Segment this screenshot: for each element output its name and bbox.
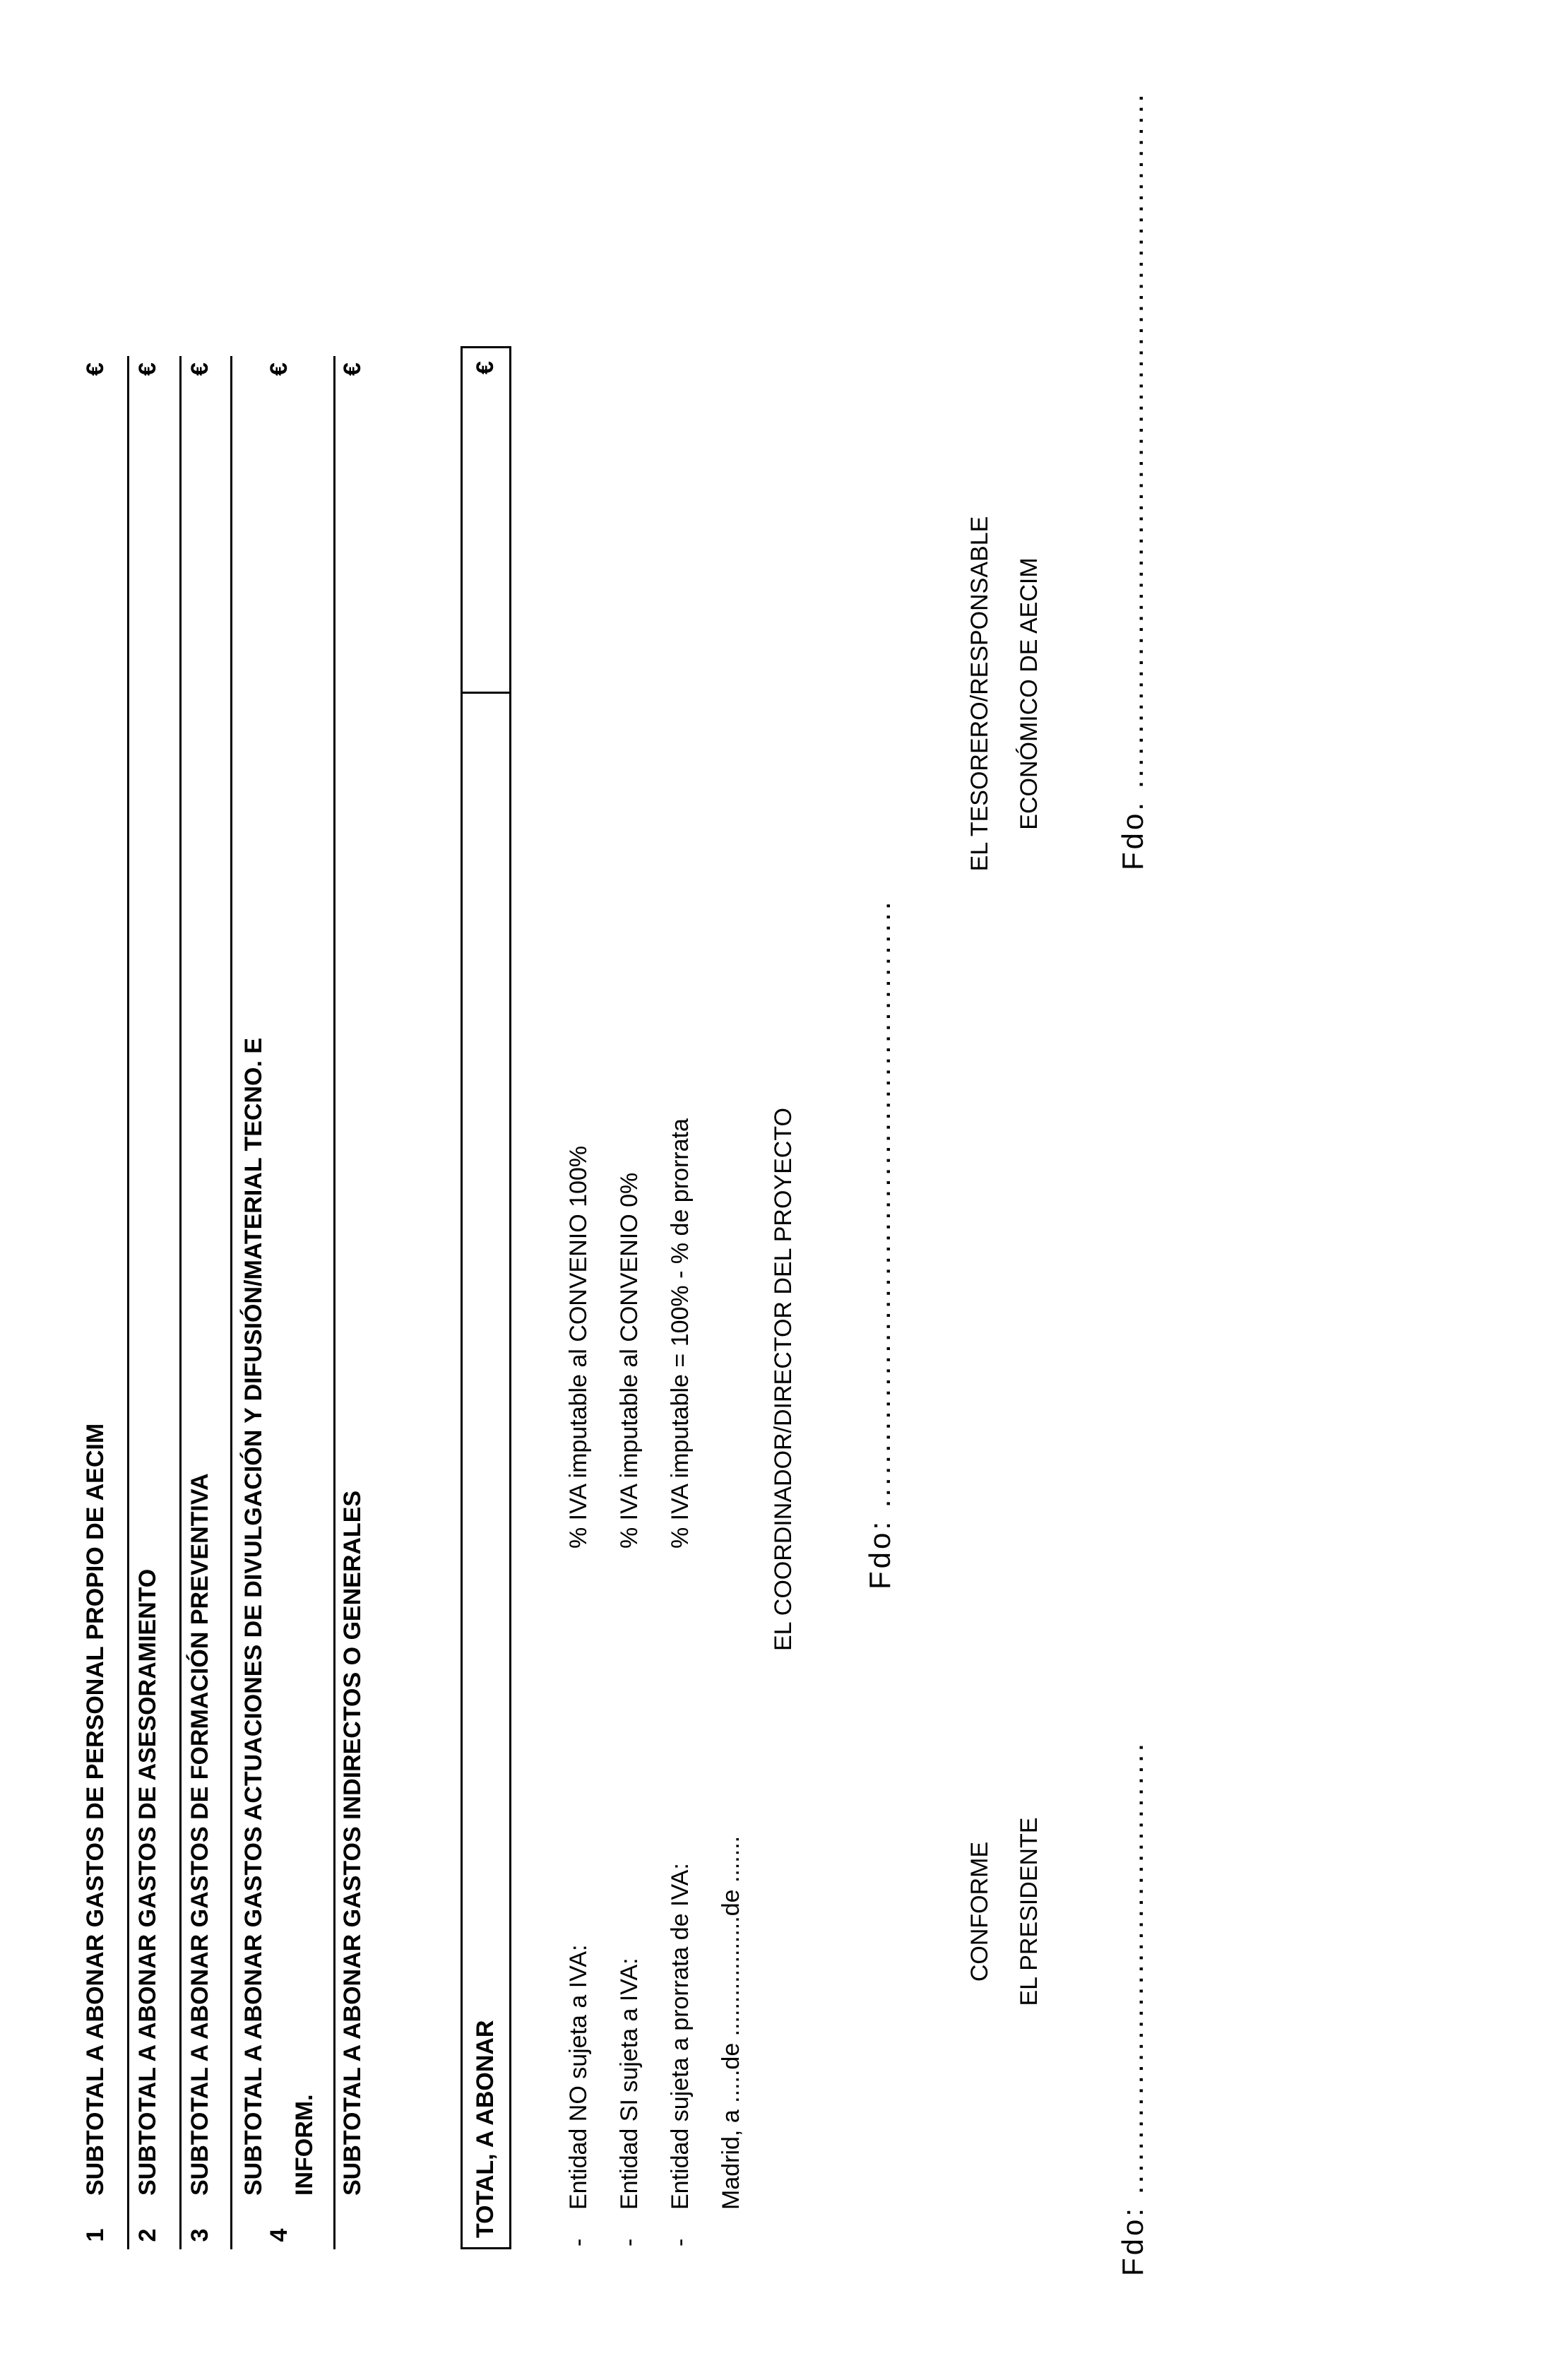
currency-symbol: € [134, 362, 161, 376]
iva-description: % IVA imputable al CONVENIO 100% [565, 1145, 592, 1549]
subtotal-label: SUBTOTAL A ABONAR GASTOS INDIRECTOS O GENERALES [339, 1490, 366, 2196]
currency-symbol: € [266, 362, 292, 376]
row-divider [179, 356, 182, 2249]
total-box-divider [461, 692, 511, 694]
iva-entity: Entidad sujeta a prorrata de IVA: [667, 1863, 694, 2210]
place-date: Madrid, a .....de ..................de ....... [718, 1835, 744, 2210]
total-currency: € [472, 361, 499, 374]
subtotal-label: SUBTOTAL A ABONAR GASTOS DE PERSONAL PROPIO DE AECIM [82, 1423, 109, 2196]
row-number: 1 [82, 2228, 109, 2242]
currency-symbol: € [186, 362, 213, 376]
iva-description: % IVA imputable = 100% - % de prorrata [667, 1118, 694, 1549]
iva-bullet: - [667, 2238, 694, 2246]
iva-bullet: - [565, 2238, 592, 2246]
iva-entity: Entidad NO sujeta a IVA: [565, 1944, 592, 2210]
iva-bullet: - [616, 2238, 643, 2246]
currency-symbol: € [339, 362, 366, 376]
treasurer-title: EL TESORERO/RESPONSABLE [966, 516, 993, 872]
total-box [461, 346, 511, 2249]
president-title: EL PRESIDENTE [1016, 1817, 1043, 2006]
iva-entity: Entidad SI sujeta a IVA: [616, 1958, 643, 2210]
row-divider [230, 356, 232, 2249]
row-number: 3 [186, 2228, 213, 2242]
treasurer-subtitle: ECONÓMICO DE AECIM [1016, 557, 1043, 830]
currency-symbol: € [82, 362, 109, 376]
subtotal-label-continued: INFORM. [291, 2094, 318, 2196]
row-number: 4 [266, 2228, 292, 2242]
president-signature: Fdo: ......................................... [1116, 1740, 1149, 2276]
row-number: 2 [134, 2228, 161, 2242]
subtotal-label: SUBTOTAL A ABONAR GASTOS DE FORMACIÓN PREVENTIVA [186, 1473, 213, 2196]
subtotal-label: SUBTOTAL A ABONAR GASTOS ACTUACIONES DE DIVULGACIÓN Y DIFUSIÓN/MATERIAL TECNO. E [240, 1037, 267, 2196]
iva-description: % IVA imputable al CONVENIO 0% [616, 1172, 643, 1549]
coordinator-title: EL COORDINADOR/DIRECTOR DEL PROYECTO [770, 1108, 797, 1651]
row-divider [333, 356, 335, 2249]
treasurer-signature: Fdo. ............................................................... [1116, 91, 1149, 870]
coordinator-signature: Fdo: ....................................................... [863, 899, 896, 1589]
row-divider [127, 356, 129, 2249]
subtotal-label: SUBTOTAL A ABONAR GASTOS DE ASESORAMIENTO [134, 1568, 161, 2196]
president-conforme: CONFORME [966, 1841, 993, 1982]
total-label: TOTAL, A ABONAR [472, 2020, 499, 2238]
